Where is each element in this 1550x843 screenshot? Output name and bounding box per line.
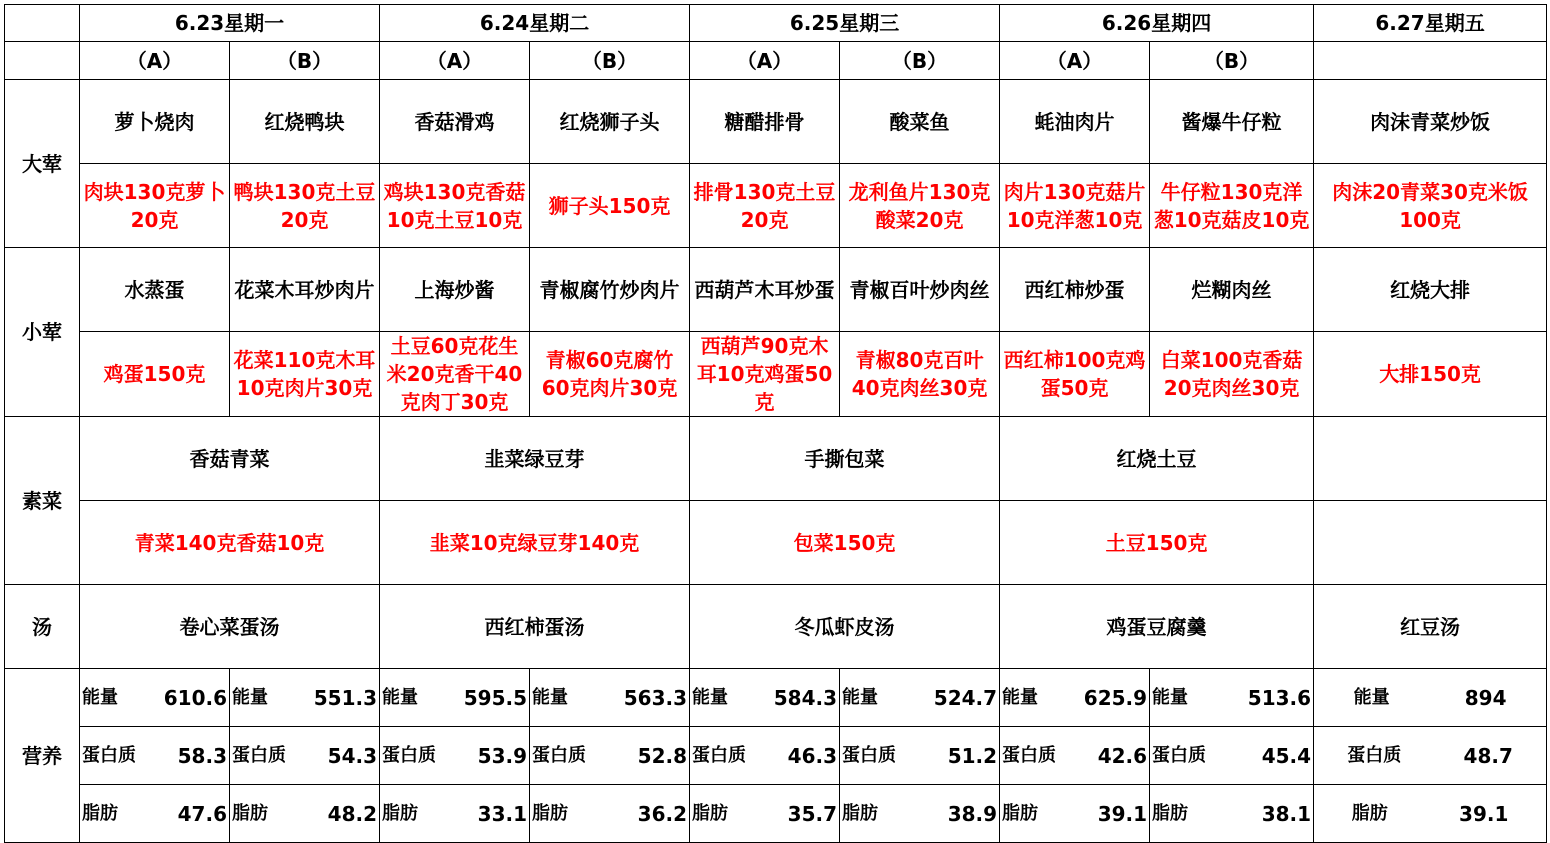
corner-cell-2 [5, 42, 80, 80]
nutrition-value: 563.3 [623, 685, 688, 710]
nutrition-value: 524.7 [933, 685, 998, 710]
dish-name: 青椒百叶炒肉丝 [840, 248, 1000, 332]
dish-name: 西红柿炒蛋 [1000, 248, 1150, 332]
option-label: （B） [230, 42, 380, 80]
day-header-fri: 6.27星期五 [1314, 5, 1547, 42]
nutrition-value: 47.6 [177, 801, 227, 826]
nutrition-label: 蛋白质 [1347, 744, 1402, 766]
nutrition-label: 蛋白质 [1152, 744, 1207, 766]
dish-name: 上海炒酱 [380, 248, 530, 332]
nutrition-cell [840, 785, 1000, 843]
nutrition-label: 能量 [532, 686, 569, 708]
dish-name: 香菇青菜 [80, 417, 380, 501]
veg-ingredient-row [5, 501, 1547, 585]
option-label: （A） [1000, 42, 1150, 80]
dish-name: 萝卜烧肉 [80, 80, 230, 164]
nutrition-label: 脂肪 [382, 802, 419, 824]
day-header-row [5, 5, 1547, 42]
nutrition-label: 蛋白质 [1002, 744, 1057, 766]
nutrition-label: 脂肪 [82, 802, 118, 824]
nutrition-cell [230, 669, 380, 727]
nutrition-value: 48.2 [327, 801, 378, 826]
option-label: （B） [530, 42, 690, 80]
nutrition-value: 39.1 [1097, 801, 1148, 826]
nutrition-label: 蛋白质 [842, 744, 897, 766]
option-label [1314, 42, 1547, 80]
soup-name: 卷心菜蛋汤 [80, 585, 380, 669]
nutrition-label: 能量 [842, 686, 879, 708]
option-label: （A） [380, 42, 530, 80]
nutrition-label: 脂肪 [1002, 802, 1039, 824]
day-header-wed: 6.25星期三 [690, 5, 1000, 42]
nutrition-cell [1150, 785, 1314, 843]
nutrition-cell [380, 727, 530, 785]
nutrition-cell [380, 669, 530, 727]
dish-name: 红烧鸭块 [230, 80, 380, 164]
dish-name: 西葫芦木耳炒蛋 [690, 248, 840, 332]
ingredient-text: 青菜140克香菇10克 [80, 501, 380, 585]
dish-name: 花菜木耳炒肉片 [230, 248, 380, 332]
ingredient-text: 排骨130克土豆20克 [690, 164, 840, 248]
ingredient-text: 花菜110克木耳10克肉片30克 [230, 332, 380, 417]
day-header-tue: 6.24星期二 [380, 5, 690, 42]
nutrition-label: 能量 [1002, 686, 1039, 708]
dish-name: 青椒腐竹炒肉片 [530, 248, 690, 332]
ingredient-text: 肉沫20青菜30克米饭100克 [1314, 164, 1547, 248]
nutrition-label: 能量 [692, 686, 729, 708]
nutrition-value: 36.2 [637, 801, 688, 826]
dish-name: 糖醋排骨 [690, 80, 840, 164]
section-label-main: 大荤 [5, 80, 80, 248]
nutrition-cell [80, 727, 230, 785]
ingredient-text: 青椒60克腐竹60克肉片30克 [530, 332, 690, 417]
nutrition-cell [530, 727, 690, 785]
small-dish-row [5, 248, 1547, 332]
nutrition-label: 脂肪 [1351, 802, 1388, 824]
nutrition-value: 551.3 [313, 685, 378, 710]
day-header-thu: 6.26星期四 [1000, 5, 1314, 42]
ingredient-text: 龙利鱼片130克酸菜20克 [840, 164, 1000, 248]
nutrition-cell [1314, 669, 1547, 727]
dish-name [1314, 417, 1547, 501]
nutrition-cell [840, 727, 1000, 785]
nutrition-cell [380, 785, 530, 843]
nutrition-cell [690, 727, 840, 785]
day-header-mon: 6.23星期一 [80, 5, 380, 42]
nutrition-cell [840, 669, 1000, 727]
ingredient-text: 鸡蛋150克 [80, 332, 230, 417]
nutrition-cell [230, 727, 380, 785]
veg-dish-row [5, 417, 1547, 501]
nutrition-cell [1314, 727, 1547, 785]
weekly-menu-table [4, 4, 1547, 843]
nutrition-label: 脂肪 [532, 802, 569, 824]
nutrition-value: 54.3 [327, 743, 378, 768]
nutrition-value: 33.1 [477, 801, 528, 826]
small-ingredient-row [5, 332, 1547, 417]
ingredient-text: 西葫芦90克木耳10克鸡蛋50克 [690, 332, 840, 417]
option-label: （A） [80, 42, 230, 80]
soup-name: 西红柿蛋汤 [380, 585, 690, 669]
main-ingredient-row [5, 164, 1547, 248]
nutrition-value: 894 [1464, 685, 1507, 710]
nutrition-cell [1000, 785, 1150, 843]
nutrition-value: 52.8 [637, 743, 688, 768]
nutrition-protein-row [5, 727, 1547, 785]
option-label: （A） [690, 42, 840, 80]
nutrition-value: 39.1 [1459, 801, 1509, 826]
nutrition-cell [690, 785, 840, 843]
dish-name: 红烧大排 [1314, 248, 1547, 332]
soup-row [5, 585, 1547, 669]
nutrition-value: 45.4 [1261, 743, 1312, 768]
nutrition-cell [1000, 669, 1150, 727]
ingredient-text: 大排150克 [1314, 332, 1547, 417]
dish-name: 酸菜鱼 [840, 80, 1000, 164]
nutrition-label: 蛋白质 [82, 744, 136, 766]
nutrition-label: 蛋白质 [382, 744, 437, 766]
ingredient-text: 肉块130克萝卜20克 [80, 164, 230, 248]
nutrition-cell [230, 785, 380, 843]
dish-name: 红烧狮子头 [530, 80, 690, 164]
corner-cell [5, 5, 80, 42]
nutrition-cell [530, 669, 690, 727]
ingredient-text: 狮子头150克 [530, 164, 690, 248]
dish-name: 手撕包菜 [690, 417, 1000, 501]
nutrition-label: 能量 [232, 686, 268, 708]
nutrition-value: 42.6 [1097, 743, 1148, 768]
ingredient-text: 鸭块130克土豆20克 [230, 164, 380, 248]
nutrition-value: 48.7 [1463, 743, 1513, 768]
ingredient-text: 土豆150克 [1000, 501, 1314, 585]
nutrition-value: 625.9 [1083, 685, 1148, 710]
section-label-soup: 汤 [5, 585, 80, 669]
nutrition-label: 能量 [382, 686, 419, 708]
section-label-small: 小荤 [5, 248, 80, 417]
nutrition-cell [1150, 727, 1314, 785]
nutrition-cell [1000, 727, 1150, 785]
ingredient-text: 土豆60克花生米20克香干40克肉丁30克 [380, 332, 530, 417]
option-row [5, 42, 1547, 80]
dish-name: 酱爆牛仔粒 [1150, 80, 1314, 164]
nutrition-label: 脂肪 [692, 802, 729, 824]
option-label: （B） [840, 42, 1000, 80]
nutrition-cell [1314, 785, 1547, 843]
nutrition-value: 51.2 [947, 743, 998, 768]
nutrition-value: 53.9 [477, 743, 528, 768]
ingredient-text: 牛仔粒130克洋葱10克菇皮10克 [1150, 164, 1314, 248]
dish-name: 红烧土豆 [1000, 417, 1314, 501]
ingredient-text: 肉片130克菇片10克洋葱10克 [1000, 164, 1150, 248]
nutrition-label: 脂肪 [842, 802, 879, 824]
nutrition-value: 38.9 [947, 801, 998, 826]
nutrition-cell [80, 785, 230, 843]
dish-name: 水蒸蛋 [80, 248, 230, 332]
ingredient-text: 韭菜10克绿豆芽140克 [380, 501, 690, 585]
nutrition-cell [80, 669, 230, 727]
soup-name: 冬瓜虾皮汤 [690, 585, 1000, 669]
nutrition-value: 595.5 [463, 685, 528, 710]
section-label-veg: 素菜 [5, 417, 80, 585]
nutrition-cell [1150, 669, 1314, 727]
nutrition-label: 蛋白质 [692, 744, 747, 766]
ingredient-text: 包菜150克 [690, 501, 1000, 585]
nutrition-fat-row [5, 785, 1547, 843]
nutrition-value: 610.6 [163, 685, 227, 710]
nutrition-label: 能量 [82, 686, 118, 708]
option-label: （B） [1150, 42, 1314, 80]
dish-name: 肉沫青菜炒饭 [1314, 80, 1547, 164]
nutrition-value: 35.7 [787, 801, 838, 826]
ingredient-text: 青椒80克百叶40克肉丝30克 [840, 332, 1000, 417]
nutrition-value: 513.6 [1247, 685, 1312, 710]
nutrition-label: 脂肪 [232, 802, 268, 824]
nutrition-cell [690, 669, 840, 727]
ingredient-text [1314, 501, 1547, 585]
nutrition-cell [530, 785, 690, 843]
nutrition-energy-row [5, 669, 1547, 727]
ingredient-text: 西红柿100克鸡蛋50克 [1000, 332, 1150, 417]
nutrition-value: 46.3 [787, 743, 838, 768]
main-dish-row [5, 80, 1547, 164]
dish-name: 烂糊肉丝 [1150, 248, 1314, 332]
nutrition-label: 蛋白质 [532, 744, 587, 766]
nutrition-value: 38.1 [1261, 801, 1312, 826]
soup-name: 红豆汤 [1314, 585, 1547, 669]
nutrition-value: 584.3 [773, 685, 838, 710]
soup-name: 鸡蛋豆腐羹 [1000, 585, 1314, 669]
nutrition-label: 蛋白质 [232, 744, 286, 766]
dish-name: 香菇滑鸡 [380, 80, 530, 164]
ingredient-text: 白菜100克香菇20克肉丝30克 [1150, 332, 1314, 417]
nutrition-value: 58.3 [177, 743, 227, 768]
nutrition-label: 能量 [1353, 686, 1390, 708]
dish-name: 蚝油肉片 [1000, 80, 1150, 164]
nutrition-label: 脂肪 [1152, 802, 1189, 824]
section-label-nutrition: 营养 [5, 669, 80, 843]
nutrition-label: 能量 [1152, 686, 1189, 708]
dish-name: 韭菜绿豆芽 [380, 417, 690, 501]
ingredient-text: 鸡块130克香菇10克土豆10克 [380, 164, 530, 248]
